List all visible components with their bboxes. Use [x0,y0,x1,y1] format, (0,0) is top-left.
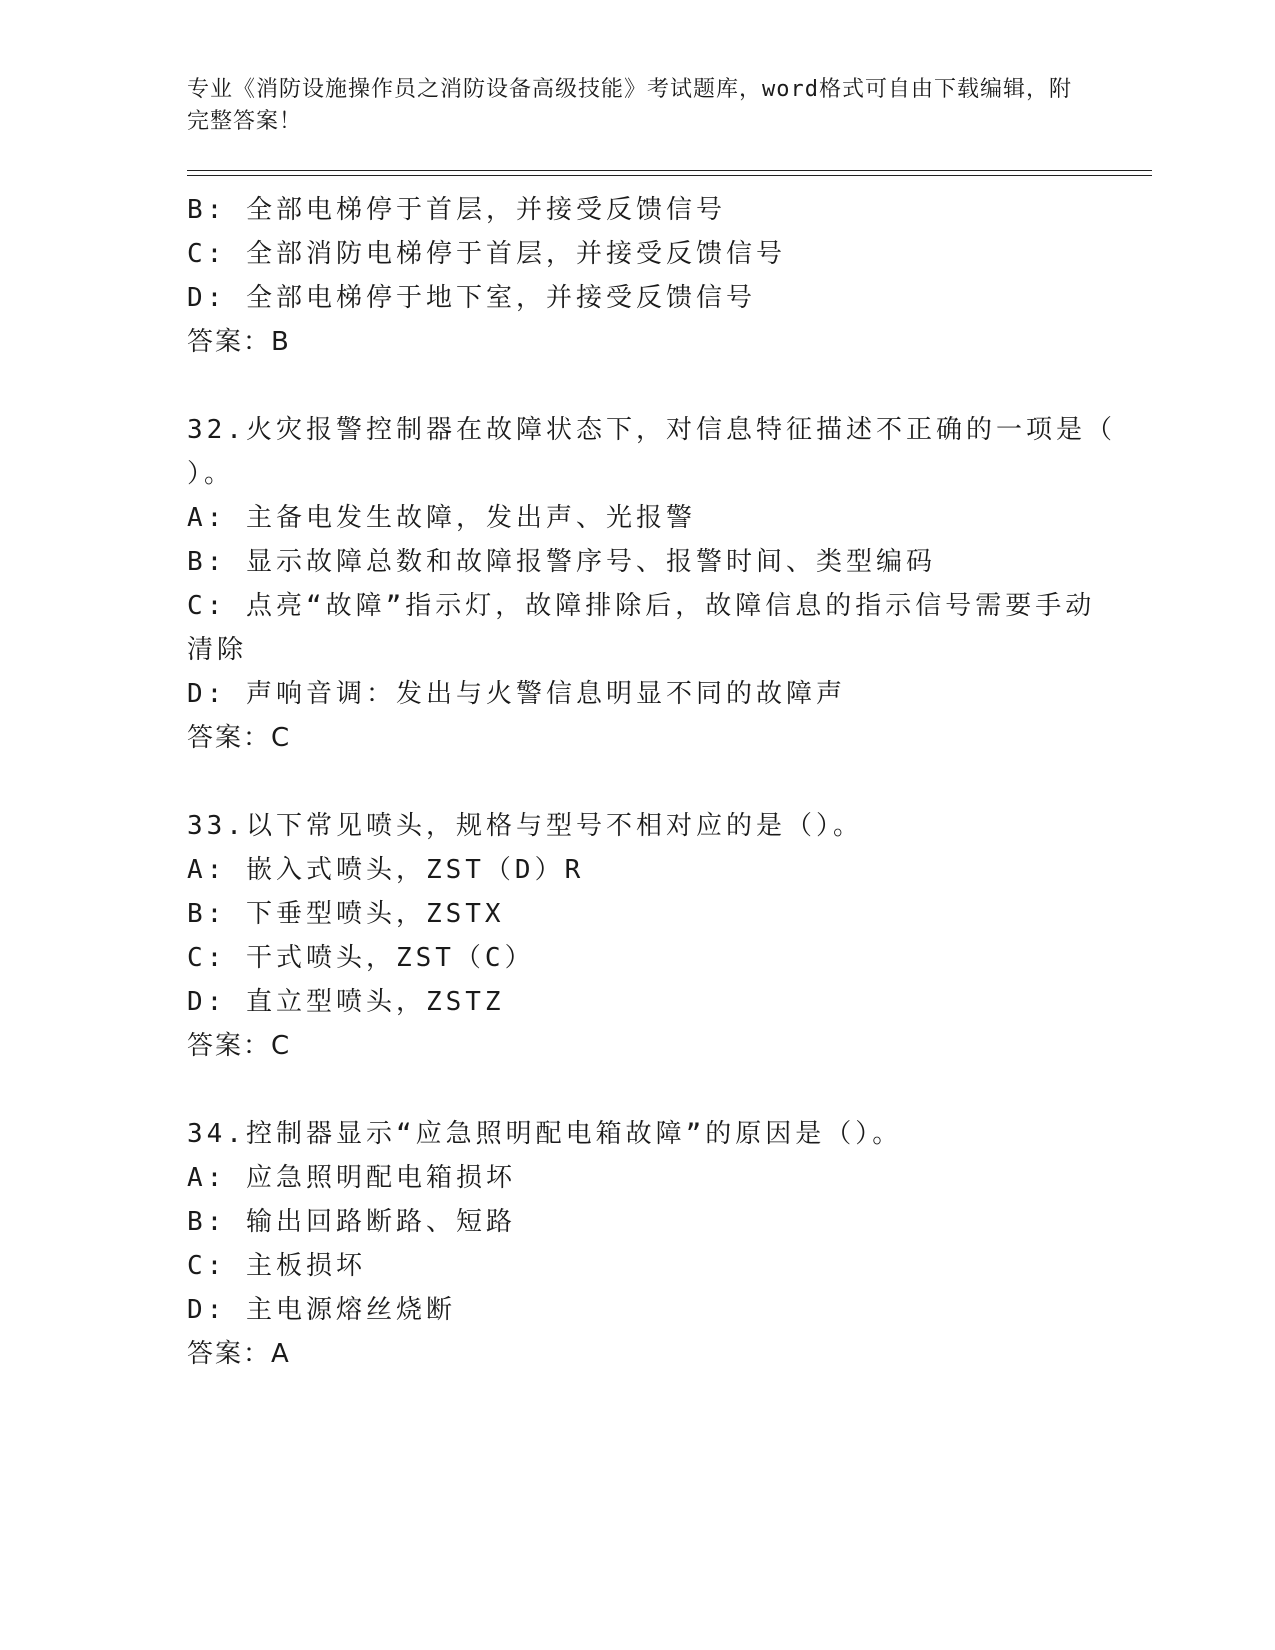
q31-option-d: D: 全部电梯停于地下室，并接受反馈信号 [187,283,756,313]
q31-option-b: B: 全部电梯停于首层，并接受反馈信号 [187,195,726,225]
q34-option-b: B: 输出回路断路、短路 [187,1207,516,1237]
q32-option-b: B: 显示故障总数和故障报警序号、报警时间、类型编码 [187,547,936,577]
q31-option-c: C: 全部消防电梯停于首层，并接受反馈信号 [187,239,786,269]
spacer [187,760,1087,804]
spacer [187,1068,1087,1112]
q31-answer: 答案：B [187,327,291,357]
q34-stem: 34.控制器显示“应急照明配电箱故障”的原因是（）。 [187,1119,903,1149]
q32-option-a: A: 主备电发生故障，发出声、光报警 [187,503,696,533]
q33-option-b: B: 下垂型喷头，ZSTX [187,899,505,929]
question-33 [187,804,1087,1068]
q32-stem-line2: ）。 [187,459,235,489]
question-31-tail [187,188,1087,364]
header-rule-bottom [187,175,1152,176]
question-32 [187,408,1116,760]
header-text: 专业《消防设施操作员之消防设备高级技能》考试题库，word格式可自由下载编辑，附完整答案！ [187,77,1072,134]
q32-option-c-cont: 清除 [187,635,248,665]
q32-stem-line1: 32.火灾报警控制器在故障状态下，对信息特征描述不正确的一项是（ [187,415,1116,445]
q33-answer: 答案：C [187,1031,292,1061]
spacer [187,364,1087,408]
q33-option-d: D: 直立型喷头，ZSTZ [187,987,505,1017]
q33-stem: 33.以下常见喷头，规格与型号不相对应的是（）。 [187,811,863,841]
q33-option-a: A: 嵌入式喷头，ZST（D）R [187,855,585,885]
q34-option-a: A: 应急照明配电箱损坏 [187,1163,516,1193]
q34-answer: 答案：A [187,1339,291,1369]
q32-answer: 答案：C [187,723,292,753]
header-rule-top [187,170,1152,171]
q33-option-c: C: 干式喷头，ZST（C） [187,943,535,973]
document-header [187,74,1077,138]
q32-option-c: C: 点亮“故障”指示灯，故障排除后，故障信息的指示信号需要手动 [187,591,1096,621]
q32-option-d: D: 声响音调：发出与火警信息明显不同的故障声 [187,679,846,709]
question-list [187,188,1116,1376]
q34-option-c: C: 主板损坏 [187,1251,366,1281]
question-34 [187,1112,1087,1376]
q34-option-d: D: 主电源熔丝烧断 [187,1295,456,1325]
